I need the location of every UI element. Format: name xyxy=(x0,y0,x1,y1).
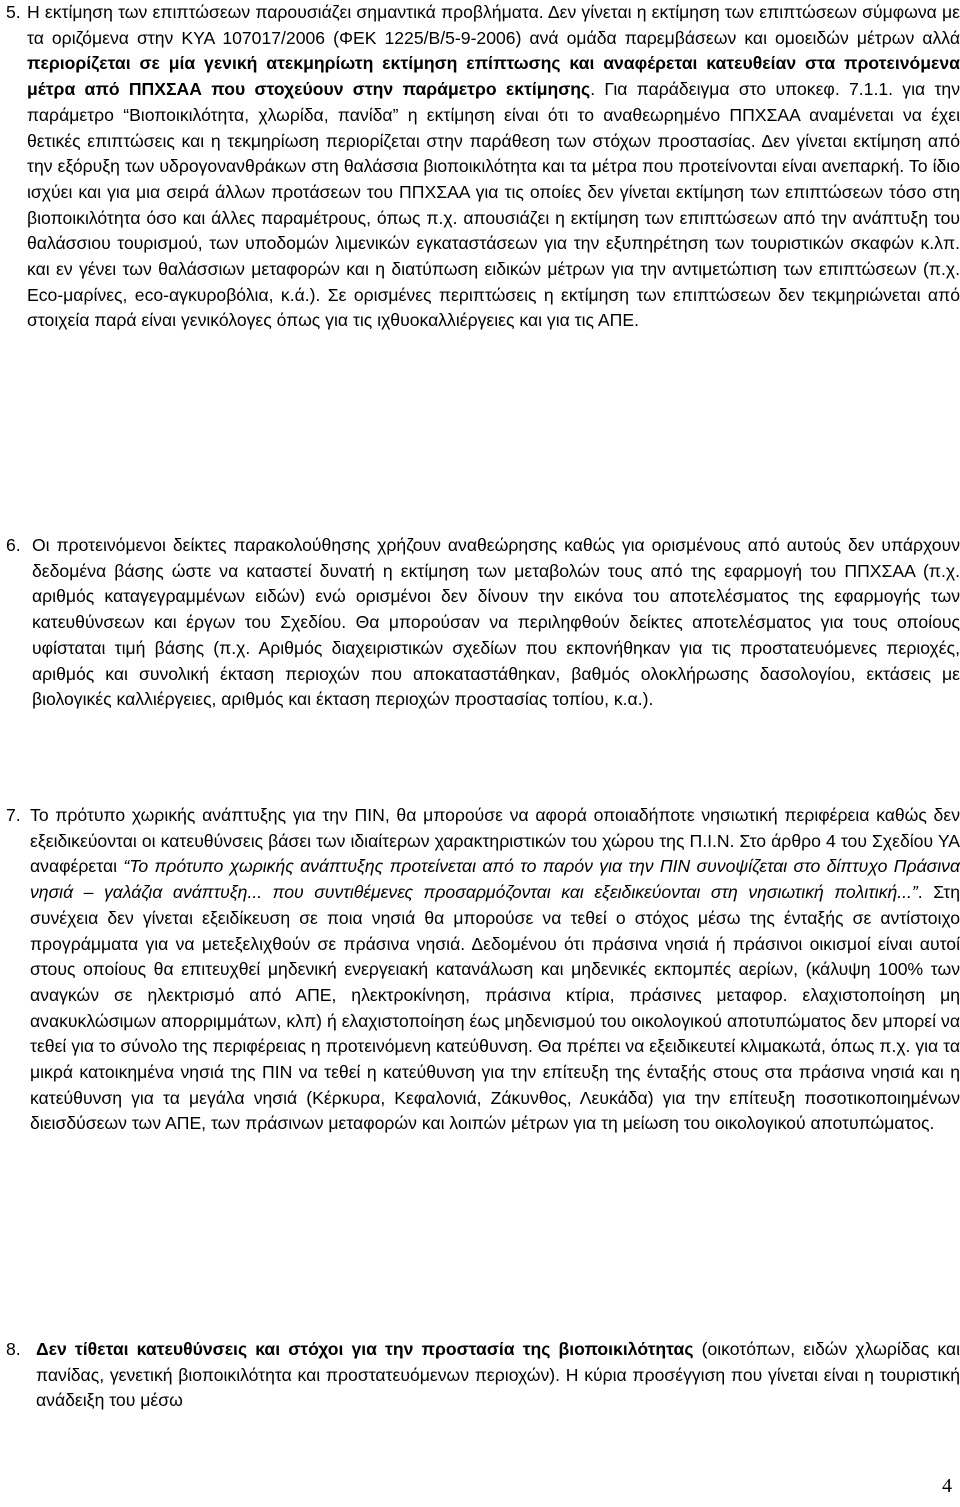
text-segment: . Στη συνέχεια δεν γίνεται εξειδίκευση σε ποια νησιά θα μπορούσε να τεθεί ο στόχος μέσω της ένταξής σε αντίστοιχο προγράμματα για να μετεξελιχθούν σε πράσινα νησιά. xyxy=(30,882,960,954)
item-number: 6. xyxy=(6,535,21,555)
item-text xyxy=(36,1337,960,1414)
item-number: 7. xyxy=(6,805,21,825)
text-segment: Δεδομένου ότι πράσινα νησιά ή πράσινοι οικισμοί είναι αυτοί στους οποίους θα επιτευχθεί μηδενική ενεργειακή κατανάλωση και μηδενικές εκπομπές αερίων, (κάλυψη 100% των αναγκών σε ηλεκτρισμό από ΑΠΕ, ηλεκτροκίνηση, πράσινα κτίρια, πράσινες μεταφορ. ελαχιστοποίηση μη ανακυκλώσιμων απορριμμάτων, κλπ) ή ελαχιστοποίηση έως μηδενισμού του οικολογικού αποτυπώματος δεν μπορεί να τεθεί για το σύνολο της περιφέρειας η προτεινόμενη κατεύθυνση. xyxy=(30,933,960,1057)
page-number: 4 xyxy=(942,1475,952,1497)
text-segment: . Το ίδιο ισχύει και για μια σειρά άλλων προτάσεων του ΠΠΧΣΑΑ για τις οποίες δεν γίνεται εκτίμηση των επιπτώσεων τόσο στη βιοποικιλότητα όσο και άλλες παραμέτρους, όπως π.χ. xyxy=(27,156,960,228)
list-item-6 xyxy=(6,533,960,713)
text-segment: Δεν γίνεται εκτίμηση από την εξόρυξη των υδρογονανθράκων στη θαλάσσια βιοποικιλότητα και τα μέτρα που προτείνονται είναι ανεπαρκή xyxy=(27,130,960,177)
item-number: 8. xyxy=(6,1339,21,1359)
bold-text-segment: περιορίζεται σε μία γενική ατεκμηρίωτη εκτίμηση επίπτωσης και αναφέρεται κατευθείαν στα προτεινόμενα μέτρα από ΠΠΧΣΑΑ που στοχεύουν στην παράμετρο εκτίμησης xyxy=(27,53,960,100)
item-text xyxy=(32,533,960,713)
italic-quote-segment: “Το πρότυπο χωρικής ανάπτυξης προτείνεται από το παρόν για την ΠΙΝ συνοψίζεται στο δίπτυχο Πράσινα νησιά – γαλάζια ανάπτυξη... που συντιθέμενες προσαρμόζονται και εξειδικεύονται στη νησιωτική πολιτική...” xyxy=(30,856,960,903)
list-item-8 xyxy=(6,1337,960,1414)
bold-text-segment: Δεν τίθεται κατευθύνσεις και στόχοι για την προστασία της βιοποικιλότητας xyxy=(36,1339,694,1359)
item-text xyxy=(27,0,960,334)
text-segment: Το πρότυπο χωρικής ανάπτυξης για την ΠΙΝ, θα μπορούσε να αφορά οποιαδήποτε νησιωτική περιφέρεια καθώς δεν εξειδικεύονται οι κατευθύνσεις βάσει των ιδιαίτερων χαρακτηριστικών του χώρου της Π.Ι.Ν. Στο άρθρο 4 του Σχεδίου ΥΑ αναφέρεται xyxy=(30,805,960,877)
text-segment: Θα μπορούσαν να περιληφθούν δείκτες αποτελέσματος για τους οποίους υφίσταται τιμή βάσης (π.χ. Αριθμός διαχειριστικών σχεδίων που εκπονήθηκαν για τις προστατευόμενες περιοχές, αριθμός και συνολική έκταση περιοχών που αποκαταστάθηκαν, βαθμός ολοκλήρωσης δασολογίου, εκτάσεις με βιολογικές καλλιέργειες, αριθμός και έκταση περιοχών προστασίας τοπίου, κ.α.). xyxy=(32,612,960,710)
list-item-5 xyxy=(6,0,960,334)
text-segment: Η εκτίμηση των επιπτώσεων παρουσιάζει σημαντικά προβλήματα. Δεν γίνεται η εκτίμηση των επιπτώσεων σύμφωνα με τα οριζόμενα στην ΚΥΑ 107017/2006 (ΦΕΚ 1225/Β/5-9-2006) ανά ομάδα παρεμβάσεων και ομοειδών μέτρων αλλά xyxy=(27,2,960,48)
text-segment: . Για παράδειγμα στο υποκεφ. 7.1.1. για την παράμετρο “Βιοποικιλότητα, χλωρίδα, πανίδα” η εκτίμηση είναι ότι το αναθεωρημένο ΠΠΧΣΑΑ αναμένεται να έχει θετικές επιπτώσεις και η τεκμηρίωση περιορίζεται στην παράθεση των στόχων προστασίας. xyxy=(27,79,960,151)
item-number: 5. xyxy=(6,2,21,22)
item-text xyxy=(30,803,960,1137)
text-segment: απουσιάζει η εκτίμηση των επιπτώσεων από την ανάπτυξη του θαλάσσιου τουρισμού, των υποδομών λιμενικών εγκαταστάσεων για την εξυπηρέτηση των τουριστικών σκαφών κ.λπ. και εν γένει των θαλάσσιων μεταφορών και η διατύπωση ειδικών μέτρων για την αντιμετώπιση των επιπτώσεων (π.χ. Eco-μαρίνες, eco-αγκυροβόλια, κ.ά.) xyxy=(27,207,960,305)
text-segment: Οι προτεινόμενοι δείκτες παρακολούθησης χρήζουν αναθεώρησης καθώς για ορισμένους από αυτούς δεν υπάρχουν δεδομένα βάσης ώστε να καταστεί δυνατή η εκτίμηση των μεταβολών τους από της εφαρμογή του ΠΠΧΣΑΑ (π.χ. αριθμός καταγεγραμμένων ειδών) ενώ ορισμένοι δεν δίνουν την εικόνα του αποτελέσματος της εφαρμογής των κατευθύνσεων και έργων του Σχεδίου. xyxy=(32,535,960,633)
list-item-7 xyxy=(6,803,960,1137)
text-segment: Θα πρέπει να εξειδικευτεί κλιμακωτά, όπως π.χ. για τα μικρά κατοικημένα νησιά της ΠΙΝ να τεθεί η κατεύθυνση για την επίτευξη της ένταξής στους στα πράσινα νησιά και η κατεύθυνση για τα μεγάλα νησιά (Κέρκυρα, Κεφαλονιά, Ζάκυνθος, Λευκάδα) για την επίτευξη ποσοτικοποιημένων διεισδύσεων των ΑΠΕ, των πράσινων μεταφορών και λοιπών μέτρων για τη μείωση του οικολογικού αποτυπώματος. xyxy=(30,1036,960,1134)
text-segment: . Σε ορισμένες περιπτώσεις η εκτίμηση των επιπτώσεων δεν τεκμηριώνεται από στοιχεία παρά είναι γενικόλογες όπως για τις ιχθυοκαλλιέργειες και για τις ΑΠΕ. xyxy=(27,284,960,331)
text-segment: (οικοτόπων, ειδών χλωρίδας και πανίδας, γενετική βιοποικιλότητα και προστατευόμενων περιοχών). Η κύρια προσέγγιση που γίνεται είναι η τουριστική ανάδειξη του μέσω xyxy=(36,1339,960,1411)
